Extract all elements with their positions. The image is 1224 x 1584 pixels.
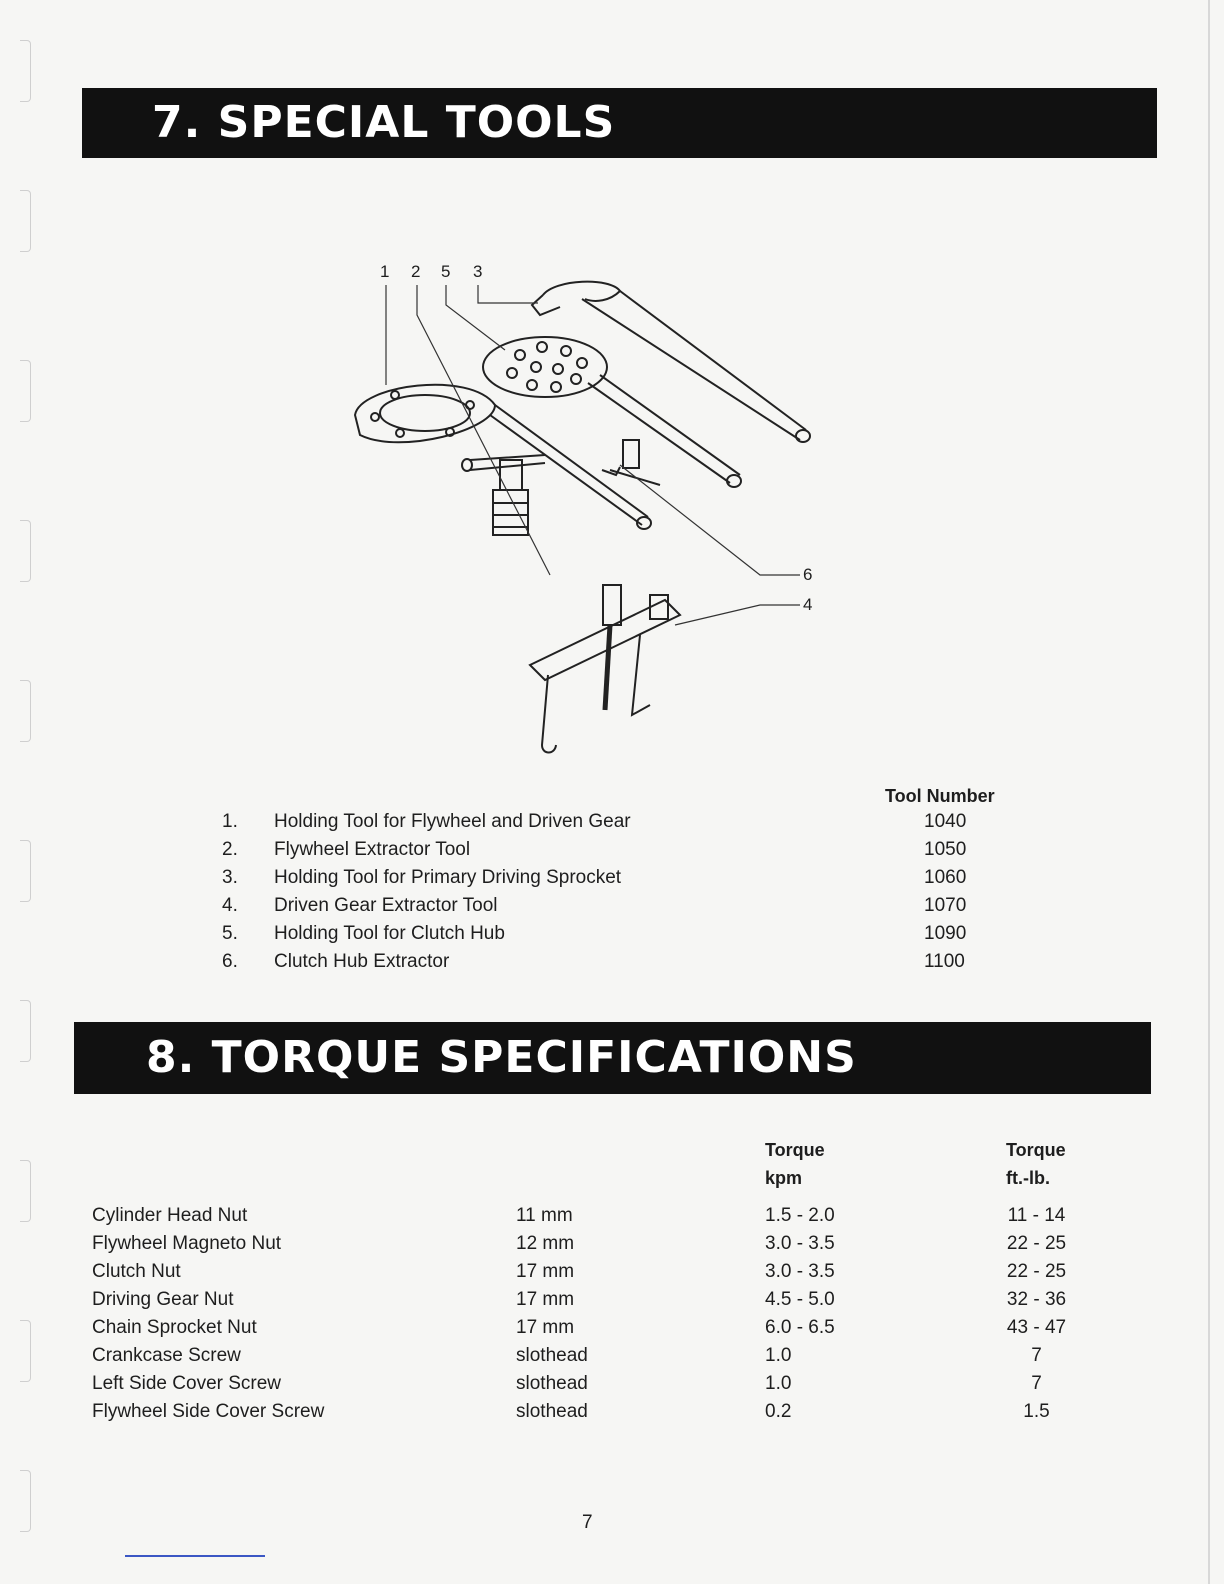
callout-label: 5 [441, 262, 451, 281]
table-row [92, 1286, 1092, 1314]
torque-kpm-header [765, 1136, 825, 1192]
header-line: Torque [765, 1140, 825, 1160]
tool-item-name: Clutch Hub Extractor [274, 951, 450, 972]
tool-item-name: Holding Tool for Flywheel and Driven Gear [274, 811, 631, 832]
tool-item-code: 1050 [924, 839, 967, 860]
fastener-name: Cylinder Head Nut [92, 1205, 248, 1226]
torque-ftlb: 7 [1031, 1345, 1042, 1366]
torque-kpm: 1.0 [765, 1373, 792, 1394]
fastener-name: Chain Sprocket Nut [92, 1317, 257, 1338]
torque-kpm: 1.0 [765, 1345, 792, 1366]
tool-item-name: Driven Gear Extractor Tool [274, 895, 498, 916]
tool-item-code: 1040 [924, 811, 967, 832]
binding-hole [20, 520, 31, 582]
torque-ftlb: 1.5 [1023, 1401, 1050, 1422]
torque-ftlb: 22 - 25 [1006, 1233, 1067, 1254]
table-row [92, 1398, 1092, 1426]
binding-hole [20, 1000, 31, 1062]
tool-list-item [222, 808, 982, 836]
table-row [92, 1202, 1092, 1230]
torque-ftlb: 11 - 14 [1007, 1205, 1066, 1226]
fastener-size: 17 mm [516, 1289, 575, 1310]
callout-label: 6 [803, 565, 813, 584]
tool-item-code: 1070 [924, 895, 967, 916]
fastener-name: Flywheel Magneto Nut [92, 1233, 282, 1254]
tool-item-name: Flywheel Extractor Tool [274, 839, 471, 860]
tool-item-number: 2. [222, 839, 238, 860]
binding-strip [0, 0, 40, 1584]
torque-kpm: 3.0 - 3.5 [765, 1233, 835, 1254]
tool-list-item [222, 892, 982, 920]
tool-item-code: 1060 [924, 867, 967, 888]
page-edge [1208, 0, 1210, 1584]
fastener-size: 11 mm [516, 1205, 573, 1226]
fastener-size: 17 mm [516, 1261, 575, 1282]
fastener-name: Crankcase Screw [92, 1345, 241, 1366]
header-line: ft.-lb. [1006, 1168, 1050, 1188]
special-tools-illustration [320, 255, 840, 775]
tool-list-item [222, 920, 982, 948]
tool-number-header: Tool Number [885, 786, 995, 806]
callout-label: 1 [380, 262, 390, 281]
fastener-size: 17 mm [516, 1317, 575, 1338]
torque-kpm: 6.0 - 6.5 [765, 1317, 835, 1338]
binding-hole [20, 840, 31, 902]
callout-label: 3 [473, 262, 483, 281]
callout-label: 4 [803, 595, 813, 614]
divider [125, 1555, 265, 1557]
torque-kpm: 0.2 [765, 1401, 792, 1422]
table-row [92, 1342, 1092, 1370]
tool-list-item [222, 864, 982, 892]
header-line: kpm [765, 1168, 803, 1188]
tool-item-number: 3. [222, 867, 238, 888]
fastener-size: slothead [516, 1373, 588, 1394]
torque-kpm: 4.5 - 5.0 [765, 1289, 835, 1310]
binding-hole [20, 360, 31, 422]
binding-hole [20, 40, 31, 102]
torque-ftlb: 32 - 36 [1006, 1289, 1067, 1310]
fastener-name: Left Side Cover Screw [92, 1373, 282, 1394]
header-line: Torque [1006, 1140, 1066, 1160]
binding-hole [20, 1320, 31, 1382]
tool-item-code: 1100 [924, 951, 965, 972]
tool-list-item [222, 836, 982, 864]
torque-specifications-heading: 8. TORQUE SPECIFICATIONS [74, 1022, 1151, 1094]
tool-item-name: Holding Tool for Primary Driving Sprocket [274, 867, 622, 888]
torque-ftlb: 7 [1031, 1373, 1042, 1394]
fastener-name: Driving Gear Nut [92, 1289, 234, 1310]
binding-hole [20, 680, 31, 742]
tool-item-number: 6. [222, 951, 238, 972]
tool-item-number: 5. [222, 923, 238, 944]
torque-kpm: 3.0 - 3.5 [765, 1261, 835, 1282]
table-row [92, 1370, 1092, 1398]
special-tools-heading: 7. SPECIAL TOOLS [82, 88, 1157, 158]
binding-hole [20, 1470, 31, 1532]
table-row [92, 1230, 1092, 1258]
fastener-name: Clutch Nut [92, 1261, 181, 1282]
fastener-size: slothead [516, 1345, 588, 1366]
binding-hole [20, 1160, 31, 1222]
fastener-name: Flywheel Side Cover Screw [92, 1401, 325, 1422]
tools-drawing [320, 255, 840, 775]
fastener-size: slothead [516, 1401, 588, 1422]
table-row [92, 1314, 1092, 1342]
tool-list-item [222, 948, 982, 976]
page-number: 7 [582, 1512, 593, 1533]
torque-ftlb: 43 - 47 [1006, 1317, 1067, 1338]
tool-item-name: Holding Tool for Clutch Hub [274, 923, 505, 944]
tool-item-number: 4. [222, 895, 238, 916]
torque-ftlb-header [1006, 1136, 1066, 1192]
callout-label: 2 [411, 262, 421, 281]
torque-ftlb: 22 - 25 [1006, 1261, 1067, 1282]
torque-kpm: 1.5 - 2.0 [765, 1205, 835, 1226]
tool-item-number: 1. [222, 811, 238, 832]
table-row [92, 1258, 1092, 1286]
binding-hole [20, 190, 31, 252]
fastener-size: 12 mm [516, 1233, 575, 1254]
tool-item-code: 1090 [924, 923, 967, 944]
